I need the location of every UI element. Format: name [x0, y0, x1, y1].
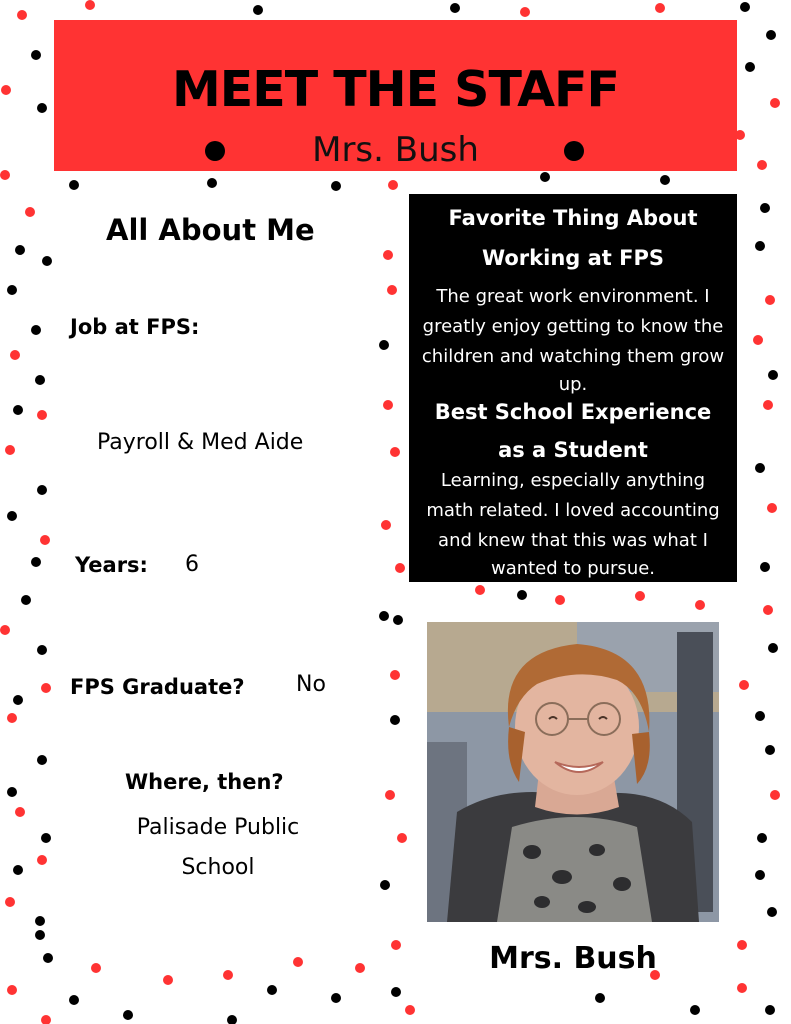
page-title: MEET THE STAFF: [172, 61, 619, 118]
header-banner: [54, 20, 737, 171]
where-value-line2: School: [181, 855, 255, 880]
best-heading-line2: as a Student: [498, 438, 648, 462]
staff-name-subtitle: Mrs. Bush: [312, 130, 479, 170]
photo-caption: Mrs. Bush: [489, 941, 657, 976]
favorites-box: [409, 194, 737, 582]
graduate-value: No: [296, 672, 326, 697]
job-label: Job at FPS:: [70, 315, 200, 339]
job-value: Payroll & Med Aide: [97, 430, 304, 455]
favorite-heading-line2: Working at FPS: [481, 246, 665, 270]
years-label: Years:: [75, 553, 148, 577]
favorite-text-line2: greatly enjoy getting to know the: [422, 316, 724, 337]
favorite-text-line3: children and watching them grow: [421, 346, 725, 367]
about-heading: All About Me: [106, 213, 315, 247]
years-value: 6: [185, 552, 199, 577]
where-value-line1: Palisade Public: [136, 815, 300, 840]
where-label: Where, then?: [125, 770, 284, 794]
best-text-line4: wanted to pursue.: [490, 558, 656, 579]
bullet-dot-right: [564, 141, 584, 161]
favorite-text-line4: up.: [558, 374, 588, 395]
graduate-label: FPS Graduate?: [70, 675, 245, 699]
best-text-line3: and knew that this was what I: [438, 530, 708, 551]
best-heading-line1: Best School Experience: [434, 400, 712, 424]
favorite-text-line1: The great work environment. I: [436, 286, 710, 307]
best-text-line1: Learning, especially anything: [440, 470, 706, 491]
staff-photo: [427, 622, 719, 922]
favorite-heading-line1: Favorite Thing About: [448, 206, 698, 230]
best-text-line2: math related. I loved accounting: [426, 500, 720, 521]
